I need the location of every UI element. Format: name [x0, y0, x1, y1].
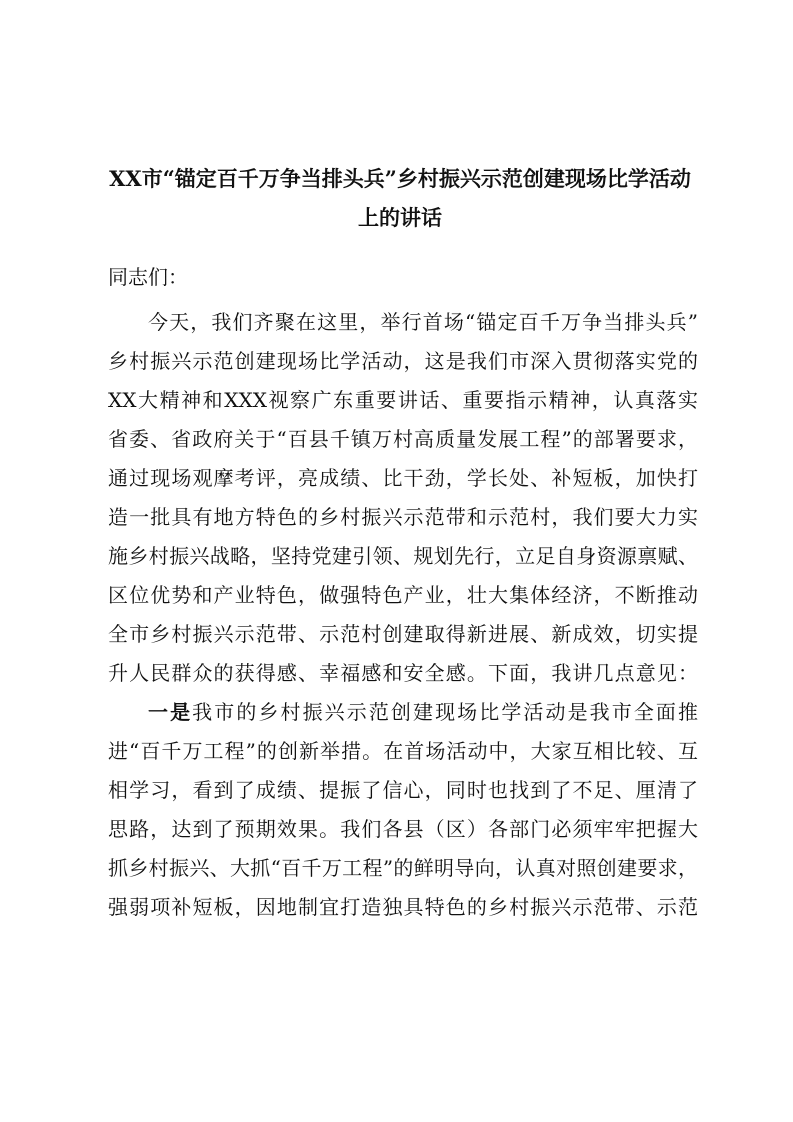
paragraph-line: 乡村振兴示范创建现场比学活动，这是我们市深入贯彻落实党的 — [108, 349, 698, 373]
document-title-line-1: XX市“锚定百千万争当排头兵”乡村振兴示范创建现场比学活动 — [109, 166, 691, 191]
paragraph-line: 施乡村振兴战略，坚持党建引领、规划先行，立足自身资源禀赋、 — [108, 544, 698, 568]
paragraph-line: 抓乡村振兴、大抓“百千万工程”的鲜明导向，认真对照创建要求， — [108, 856, 698, 880]
paragraph-line: 通过现场观摩考评，亮成绩、比干劲，学长处、补短板，加快打 — [108, 466, 698, 490]
paragraph-line — [148, 693, 698, 732]
paragraph-line: 强弱项补短板，因地制宜打造独具特色的乡村振兴示范带、示范 — [108, 895, 698, 919]
paragraph-line: 省委、省政府关于“百县千镇万村高质量发展工程”的部署要求， — [108, 427, 698, 451]
document-title-line-2: 上的讲话 — [358, 205, 442, 230]
paragraph-line: 今天，我们齐聚在这里，举行首场“锚定百千万争当排头兵” — [148, 310, 698, 334]
salutation: 同志们： — [108, 265, 188, 289]
paragraph-line: 思路，达到了预期效果。我们各县（区）各部门必须牢牢把握大 — [108, 817, 698, 841]
paragraph-line: XX大精神和XXX视察广东重要讲话、重要指示精神，认真落实 — [108, 388, 698, 412]
paragraph-line: 造一批具有地方特色的乡村振兴示范带和示范村，我们要大力实 — [108, 505, 698, 529]
paragraph-line: 进“百千万工程”的创新举措。在首场活动中，大家互相比较、互 — [108, 739, 698, 763]
paragraph-line: 区位优势和产业特色，做强特色产业，壮大集体经济，不断推动 — [108, 583, 698, 607]
paragraph-line: 升人民群众的获得感、幸福感和安全感。下面，我讲几点意见： — [108, 661, 698, 685]
paragraph-line: 相学习，看到了成绩、提振了信心，同时也找到了不足、厘清了 — [108, 778, 698, 802]
point-text: 我市的乡村振兴示范创建现场比学活动是我市全面推 — [192, 700, 699, 724]
paragraph-line: 全市乡村振兴示范带、示范村创建取得新进展、新成效，切实提 — [108, 622, 698, 646]
point-lead: 一是 — [148, 700, 193, 724]
